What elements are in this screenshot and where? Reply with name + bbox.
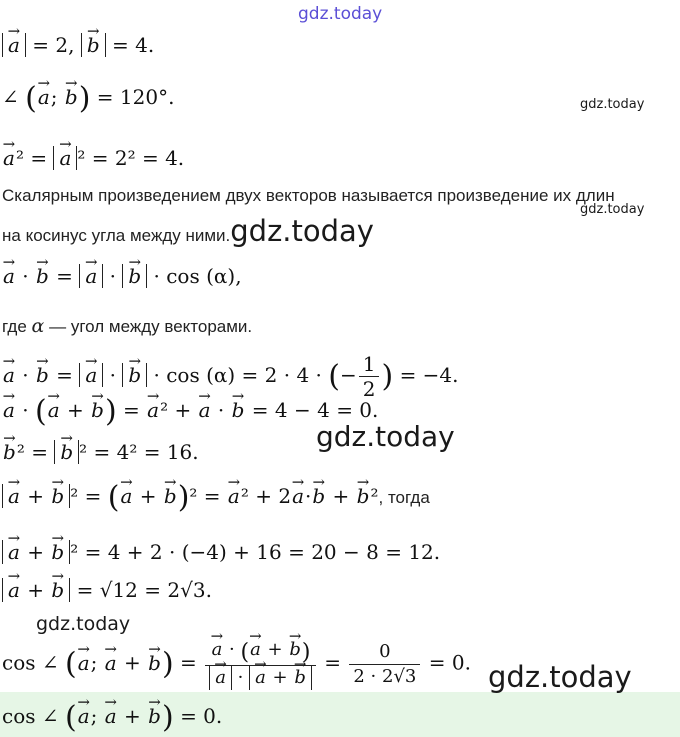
line-b-squared: → b² = → b ² = 4² = 16. xyxy=(2,440,199,464)
line-a-dot-sum: → a · (→ a + → b) = → a² + → a · → b = 4 − 4 = 0. xyxy=(2,398,378,424)
definition-continued-text: на косинус угла между ними. xyxy=(2,226,231,245)
dot-def-text: · cos (α), xyxy=(153,264,242,288)
where-text: где xyxy=(2,317,27,336)
a-sum-result: = 4 − 4 = 0. xyxy=(251,398,379,422)
line-sum-squared-expansion: → a + → b ² = (→ a + → b)² = → a² + 2→ a·→ b + → b², тогда xyxy=(2,484,430,510)
line-magnitudes: → a = 2, → b = 4. xyxy=(2,33,154,57)
abs-a-value: = 2, xyxy=(32,33,75,57)
line-cos-formula: cos ∠ (→ a; → a + → b) = → a · (→ a + → b) → a · → a + → b = $\frac{0}{2 \cdot 2√3}$ = 0. xyxy=(2,638,471,690)
fraction-numerator: 1 xyxy=(359,352,380,377)
watermark-top: gdz.today xyxy=(298,4,383,24)
line-where-alpha: где α — угол между векторами. xyxy=(2,315,253,337)
angle-value: = 120°. xyxy=(96,85,175,109)
watermark-small-1: gdz.today xyxy=(580,97,645,112)
where-rest-text: — угол между векторами. xyxy=(49,317,253,336)
line-angle: ∠ (→ a; → b) = 120°. xyxy=(2,85,174,111)
watermark-small-2: gdz.today xyxy=(580,202,645,217)
watermark-bottom: gdz.today xyxy=(488,660,632,694)
cos-denominator: 2 · 2√3 xyxy=(353,665,417,687)
abs-b-value: = 4. xyxy=(112,33,155,57)
cos-result: = 0. xyxy=(428,650,471,675)
line-final-answer: cos ∠ (→ a; → a + → b) = 0. xyxy=(2,704,222,730)
then-text: , тогда xyxy=(378,488,430,507)
line-sum-squared-value: → a + → b ² = 4 + 2 · (−4) + 16 = 20 − 8 = 12. xyxy=(2,540,440,564)
b-squared-result: = 4² = 16. xyxy=(93,440,199,464)
fraction-denominator: 2 xyxy=(362,377,376,401)
definition-text: Скалярным произведением двух векторов называется произведение их длин xyxy=(2,186,615,205)
dot-value-text: · cos (α) = 2 · 4 · xyxy=(153,363,322,387)
final-result: = 0. xyxy=(180,704,223,728)
dot-result: = −4. xyxy=(399,363,459,387)
line-dot-value: → a · → b = → a · → b · cos (α) = 2 · 4 · (− $\frac{1}{2}$ ) = −4. xyxy=(2,352,459,401)
a-squared-value: = 2² = 4. xyxy=(91,146,185,170)
cos-numerator: 0 xyxy=(349,640,420,665)
watermark-inline-1: gdz.today xyxy=(230,214,374,248)
line-dot-definition: → a · → b = → a · → b · cos (α), xyxy=(2,264,242,288)
watermark-mid-1: gdz.today xyxy=(316,420,455,453)
watermark-mid-2: gdz.today xyxy=(36,613,131,635)
definition-continued xyxy=(2,214,374,248)
line-a-squared: → a² = → a ² = 2² = 4. xyxy=(2,146,184,170)
sum-abs-result: = √12 = 2√3. xyxy=(76,578,212,602)
line-sum-abs: → a + → b = √12 = 2√3. xyxy=(2,578,212,602)
sum-squared-result: = 4 + 2 · (−4) + 16 = 20 − 8 = 12. xyxy=(84,540,441,564)
